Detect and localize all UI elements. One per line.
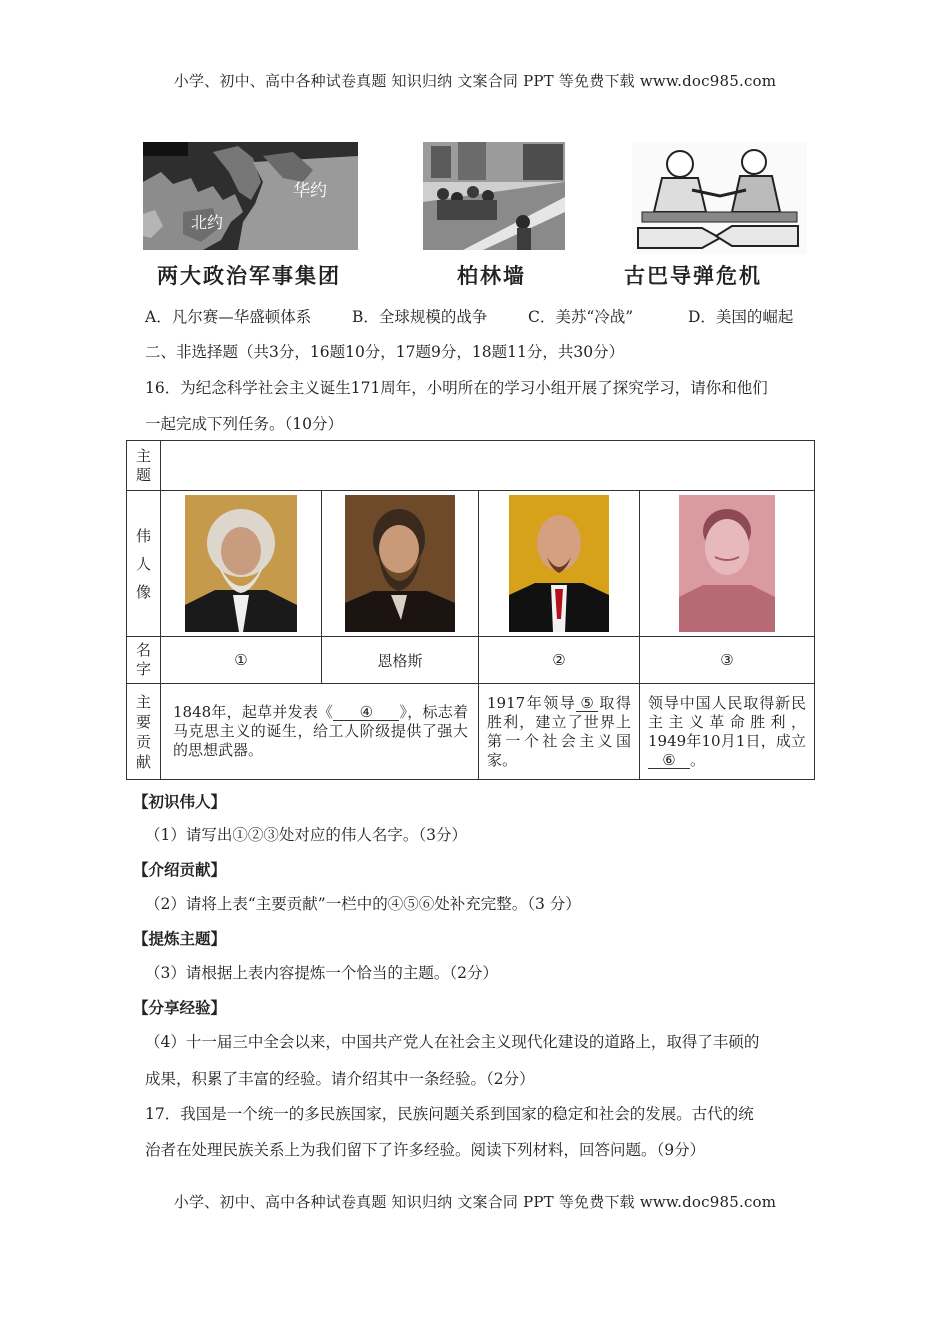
option-a: A．凡尔赛—华盛顿体系: [145, 308, 312, 326]
question-17-line-1: 17．我国是一个统一的多民族国家，民族问题关系到国家的稳定和社会的发展。古代的统: [145, 1105, 754, 1123]
portrait-cell: [479, 491, 640, 637]
lenin-portrait-icon: [509, 495, 609, 632]
row-header-contributions: 主要贡献: [127, 684, 161, 780]
blank-6: ⑥: [648, 752, 690, 769]
theme-cell: [161, 441, 815, 491]
figure-caption: 两大政治军事集团: [157, 263, 341, 288]
portrait-cell: [322, 491, 479, 637]
task-text: （1）请写出①②③处对应的伟人名字。（3分）: [145, 826, 467, 844]
blank-4: ④: [333, 704, 399, 721]
question-16-line-1: 16．为纪念科学社会主义诞生171周年，小明所在的学习小组开展了探究学习，请你和他们: [145, 379, 768, 397]
option-c: C．美苏“冷战”: [528, 308, 634, 326]
name-cell-3: ②: [479, 637, 640, 684]
great-people-table: [126, 440, 815, 780]
task-text: （4）十一届三中全会以来，中国共产党人在社会主义现代化建设的道路上，取得了丰硕的: [145, 1033, 760, 1051]
task-text-continued: 成果，积累了丰富的经验。请介绍其中一条经验。（2分）: [145, 1070, 535, 1088]
row-header-theme: 主题: [127, 441, 161, 491]
blank-5: ⑤: [576, 695, 597, 712]
europe-map-icon: [143, 142, 358, 250]
question-16-line-2: 一起完成下列任务。（10分）: [145, 415, 343, 433]
missile-cartoon-icon: [632, 142, 807, 254]
page-header: 小学、初中、高中各种试卷真题 知识归纳 文案合同 PPT 等免费下载 www.doc985.com: [173, 72, 777, 90]
task-heading: 【初识伟人】: [133, 792, 227, 811]
row-header-portraits: 伟人像: [127, 491, 161, 637]
berlin-wall-photo-icon: [423, 142, 565, 250]
answer-options: [145, 305, 793, 327]
contribution-mao: 领导中国人民取得新民主主义革命胜利，1949年10月1日，成立⑥ 。: [640, 684, 815, 780]
task-text: （2）请将上表“主要贡献”一栏中的④⑤⑥处补充完整。（3 分）: [145, 895, 581, 913]
row-header-names: 名字: [127, 637, 161, 684]
task-text: （3）请根据上表内容提炼一个恰当的主题。（2分）: [145, 964, 498, 982]
name-cell-4: ③: [640, 637, 815, 684]
task-heading: 【介绍贡献】: [133, 860, 227, 879]
figure-caption: 古巴导弹危机: [624, 263, 762, 288]
map-label-nato: 北约: [191, 213, 224, 232]
page-footer: 小学、初中、高中各种试卷真题 知识归纳 文案合同 PPT 等免费下载 www.doc985.com: [173, 1193, 777, 1211]
name-cell-1: ①: [161, 637, 322, 684]
question-17-line-2: 治者在处理民族关系上为我们留下了许多经验。阅读下列材料，回答问题。（9分）: [145, 1141, 706, 1159]
task-heading: 【提炼主题】: [133, 929, 227, 948]
task-heading: 【分享经验】: [133, 998, 227, 1017]
map-label-warsaw-pact: 华约: [293, 181, 327, 201]
section-title: 二、非选择题（共3分，16题10分，17题9分，18题11分，共30分）: [145, 343, 625, 361]
option-b: B．全球规模的战争: [352, 308, 488, 326]
contribution-lenin: 1917年领导 ⑤ 取得胜利，建立了世界上第一个社会主义国家。: [479, 684, 640, 780]
figure-caption: 柏林墙: [457, 263, 526, 288]
portrait-cell: [640, 491, 815, 637]
contribution-marx-engels: 1848年，起草并发表《 ④ 》，标志着马克思主义的诞生，给工人阶级提供了强大的思想武器。: [161, 684, 479, 780]
engels-portrait-icon: [345, 495, 455, 632]
mao-portrait-icon: [679, 495, 775, 632]
marx-portrait-icon: [185, 495, 297, 632]
option-d: D．美国的崛起: [688, 308, 794, 326]
name-cell-2: 恩格斯: [322, 637, 479, 684]
portrait-cell: [161, 491, 322, 637]
